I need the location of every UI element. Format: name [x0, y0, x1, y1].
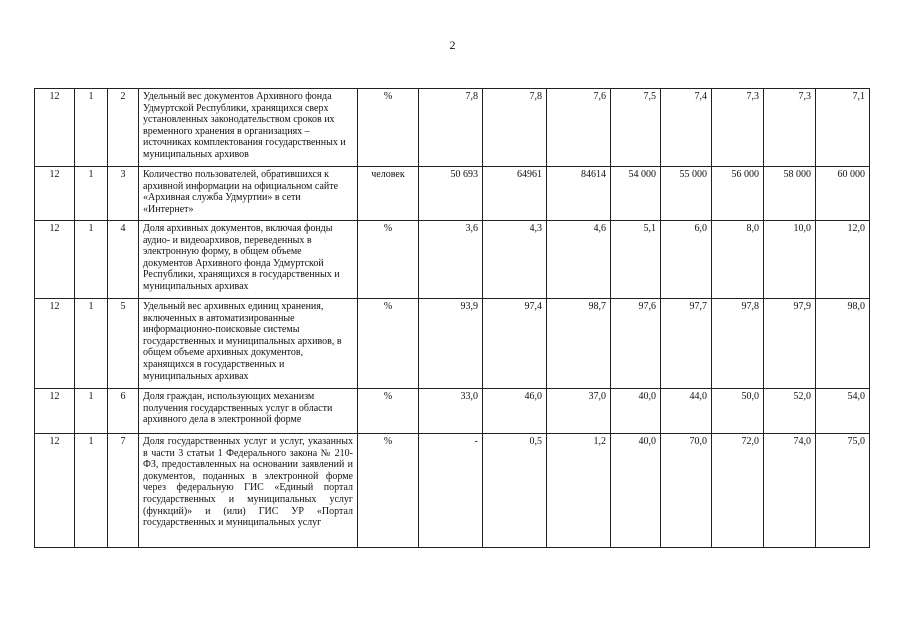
value-cell: 40,0 [611, 389, 661, 434]
value-cell: 6,0 [661, 221, 712, 299]
value-cell: 97,7 [661, 299, 712, 389]
value-cell: 10,0 [764, 221, 816, 299]
code-section-cell: 12 [35, 221, 75, 299]
value-cell: 64961 [483, 167, 547, 221]
value-cell: 98,0 [816, 299, 870, 389]
code-subsection-cell: 1 [75, 167, 108, 221]
code-subsection-cell: 1 [75, 89, 108, 167]
indicator-name-cell: Доля архивных документов, включая фонды аудио- и видеоархивов, переведенных в электронную форму, в общем объеме документов Архивного фонда Удмуртской Республики, хранящихся в государственных и муниципальных архивах [139, 221, 358, 299]
value-cell: 60 000 [816, 167, 870, 221]
value-cell: 72,0 [712, 434, 764, 548]
table-row [35, 299, 870, 389]
value-cell: 4,6 [547, 221, 611, 299]
value-cell: - [419, 434, 483, 548]
unit-cell: % [358, 434, 419, 548]
code-item-cell: 3 [108, 167, 139, 221]
value-cell: 5,1 [611, 221, 661, 299]
value-cell: 70,0 [661, 434, 712, 548]
table-row [35, 389, 870, 434]
value-cell: 46,0 [483, 389, 547, 434]
indicators-table [34, 88, 870, 548]
indicator-name-cell: Доля государственных услуг и услуг, указанных в части 3 статьи 1 Федерального закона № 210-ФЗ, предоставленных на основании заявлений и документов, поданных в электронной форме через федеральную ГИС «Единый портал государственных и муниципальных услуг (функций)» и (или) ГИС УР «Портал государственных и муниципальных услуг [139, 434, 358, 548]
value-cell: 7,6 [547, 89, 611, 167]
unit-cell: человек [358, 167, 419, 221]
code-section-cell: 12 [35, 89, 75, 167]
value-cell: 52,0 [764, 389, 816, 434]
value-cell: 0,5 [483, 434, 547, 548]
unit-cell: % [358, 389, 419, 434]
code-section-cell: 12 [35, 167, 75, 221]
table-body [35, 89, 870, 548]
value-cell: 55 000 [661, 167, 712, 221]
code-subsection-cell: 1 [75, 299, 108, 389]
value-cell: 7,1 [816, 89, 870, 167]
code-item-cell: 6 [108, 389, 139, 434]
value-cell: 7,4 [661, 89, 712, 167]
value-cell: 75,0 [816, 434, 870, 548]
value-cell: 56 000 [712, 167, 764, 221]
value-cell: 37,0 [547, 389, 611, 434]
value-cell: 8,0 [712, 221, 764, 299]
value-cell: 12,0 [816, 221, 870, 299]
code-subsection-cell: 1 [75, 389, 108, 434]
value-cell: 54 000 [611, 167, 661, 221]
value-cell: 58 000 [764, 167, 816, 221]
value-cell: 74,0 [764, 434, 816, 548]
code-item-cell: 5 [108, 299, 139, 389]
indicator-name-cell: Удельный вес документов Архивного фонда Удмуртской Республики, хранящихся сверх установленных законодательством сроков их временного хранения в организациях – источниках комплектования государственных и муниципальных архивов [139, 89, 358, 167]
table-row [35, 434, 870, 548]
code-section-cell: 12 [35, 389, 75, 434]
value-cell: 93,9 [419, 299, 483, 389]
indicator-name-cell: Удельный вес архивных единиц хранения, включенных в автоматизированные информационно-поисковые системы государственных и муниципальных архивов, в общем объеме архивных документов, хранящихся в государственных и муниципальных архивах [139, 299, 358, 389]
value-cell: 54,0 [816, 389, 870, 434]
value-cell: 40,0 [611, 434, 661, 548]
code-item-cell: 7 [108, 434, 139, 548]
value-cell: 7,8 [483, 89, 547, 167]
indicator-name-cell: Доля граждан, использующих механизм получения государственных услуг в области архивного дела в электронной форме [139, 389, 358, 434]
unit-cell: % [358, 299, 419, 389]
code-section-cell: 12 [35, 434, 75, 548]
value-cell: 50,0 [712, 389, 764, 434]
indicator-name-cell: Количество пользователей, обратившихся к архивной информации на официальном сайте «Архивная служба Удмуртии» в сети «Интернет» [139, 167, 358, 221]
value-cell: 33,0 [419, 389, 483, 434]
unit-cell: % [358, 221, 419, 299]
value-cell: 97,4 [483, 299, 547, 389]
value-cell: 7,3 [764, 89, 816, 167]
value-cell: 98,7 [547, 299, 611, 389]
table-row [35, 221, 870, 299]
code-section-cell: 12 [35, 299, 75, 389]
value-cell: 50 693 [419, 167, 483, 221]
code-item-cell: 4 [108, 221, 139, 299]
value-cell: 7,3 [712, 89, 764, 167]
code-subsection-cell: 1 [75, 221, 108, 299]
value-cell: 3,6 [419, 221, 483, 299]
value-cell: 1,2 [547, 434, 611, 548]
code-subsection-cell: 1 [75, 434, 108, 548]
value-cell: 4,3 [483, 221, 547, 299]
code-item-cell: 2 [108, 89, 139, 167]
value-cell: 97,8 [712, 299, 764, 389]
value-cell: 97,6 [611, 299, 661, 389]
value-cell: 97,9 [764, 299, 816, 389]
value-cell: 7,5 [611, 89, 661, 167]
unit-cell: % [358, 89, 419, 167]
value-cell: 44,0 [661, 389, 712, 434]
page-number: 2 [449, 38, 456, 52]
value-cell: 84614 [547, 167, 611, 221]
table-row [35, 89, 870, 167]
table-row [35, 167, 870, 221]
value-cell: 7,8 [419, 89, 483, 167]
